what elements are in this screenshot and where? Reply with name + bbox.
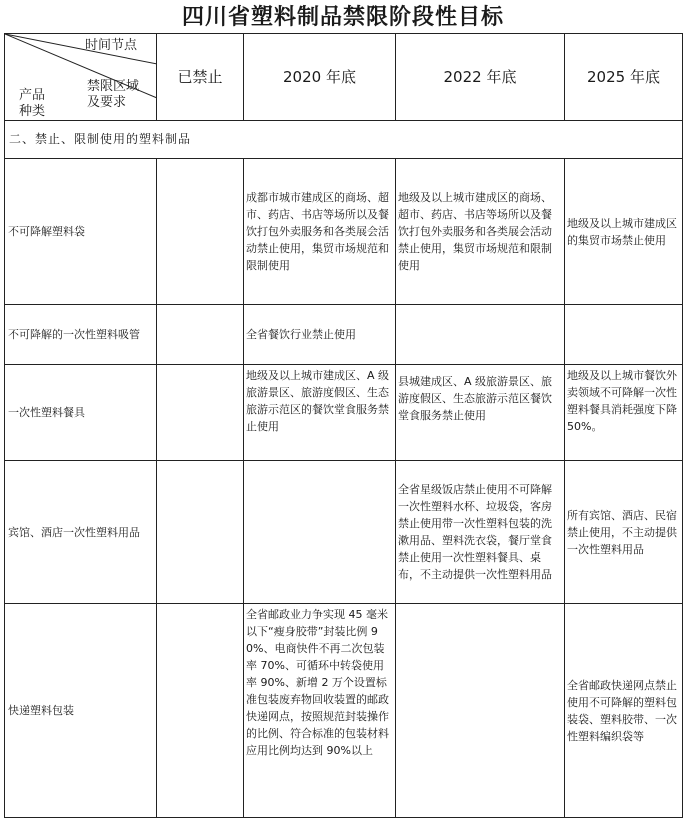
cell-2022: 地级及以上城市建成区的商场、超市、药店、书店等场所以及餐饮打包外卖服务和各类展会活动禁止使用，集贸市场规范和限制使用	[396, 159, 565, 305]
cell-2020: 全省餐饮行业禁止使用	[244, 305, 396, 365]
cell-2025: 全省邮政快递网点禁止使用不可降解的塑料包装袋、塑料胶带、一次性塑料编织袋等	[565, 604, 683, 818]
page-title: 四川省塑料制品禁限阶段性目标	[181, 5, 504, 30]
cell-2025	[565, 305, 683, 365]
banned-cell	[157, 159, 244, 305]
header-region-req-1: 禁限区域	[87, 79, 140, 94]
product-name: 不可降解的一次性塑料吸管	[5, 305, 157, 365]
cell-2020	[244, 461, 396, 604]
table-row	[5, 159, 683, 305]
cell-2020: 全省邮政业力争实现 45 毫米以下“瘦身胶带”封装比例 90%、电商快件不再二次包装率 70%、可循环中转袋使用率 90%、新增 2 万个设置标准包装废弃物回收装置的邮政快递网点，按照规范封装操作的比例、符合标准的包装材料应用比例均达到 90%以上	[244, 604, 396, 818]
header-2022: 2022 年底	[396, 34, 565, 121]
table-row	[5, 305, 683, 365]
section-title: 二、禁止、限制使用的塑料制品	[5, 121, 683, 159]
header-row	[5, 34, 683, 121]
header-time-node: 时间节点	[85, 38, 138, 53]
header-region-req-2: 及要求	[87, 95, 127, 110]
cell-2020: 成都市城市建成区的商场、超市、药店、书店等场所以及餐饮打包外卖服务和各类展会活动禁止使用，集贸市场规范和限制使用	[244, 159, 396, 305]
banned-cell	[157, 604, 244, 818]
cell-2022	[396, 604, 565, 818]
header-2025: 2025 年底	[565, 34, 683, 121]
targets-table	[4, 33, 683, 818]
header-product-2: 种类	[19, 104, 46, 119]
cell-2022	[396, 305, 565, 365]
product-name: 不可降解塑料袋	[5, 159, 157, 305]
header-product-1: 产品	[19, 88, 46, 103]
cell-2022: 县城建成区、A 级旅游景区、旅游度假区、生态旅游示范区餐饮堂食服务禁止使用	[396, 365, 565, 461]
diagonal-header-cell	[5, 34, 157, 121]
product-name: 一次性塑料餐具	[5, 365, 157, 461]
table-row	[5, 461, 683, 604]
product-name: 快递塑料包装	[5, 604, 157, 818]
table-row	[5, 604, 683, 818]
header-2020: 2020 年底	[244, 34, 396, 121]
cell-2025: 地级及以上城市餐饮外卖领域不可降解一次性塑料餐具消耗强度下降 50%。	[565, 365, 683, 461]
product-name: 宾馆、酒店一次性塑料用品	[5, 461, 157, 604]
table-row	[5, 365, 683, 461]
banned-cell	[157, 365, 244, 461]
cell-2025: 地级及以上城市建成区的集贸市场禁止使用	[565, 159, 683, 305]
cell-2020: 地级及以上城市建成区、A 级旅游景区、旅游度假区、生态旅游示范区的餐饮堂食服务禁止使用	[244, 365, 396, 461]
banned-cell	[157, 461, 244, 604]
cell-2022: 全省星级饭店禁止使用不可降解一次性塑料水杯、垃圾袋，客房禁止使用带一次性塑料包装的洗漱用品、塑料洗衣袋，餐厅堂食禁止使用一次性塑料餐具、桌布，不主动提供一次性塑料用品	[396, 461, 565, 604]
cell-2025: 所有宾馆、酒店、民宿禁止使用，不主动提供一次性塑料用品	[565, 461, 683, 604]
banned-cell	[157, 305, 244, 365]
section-row	[5, 121, 683, 159]
header-banned: 已禁止	[157, 34, 244, 121]
